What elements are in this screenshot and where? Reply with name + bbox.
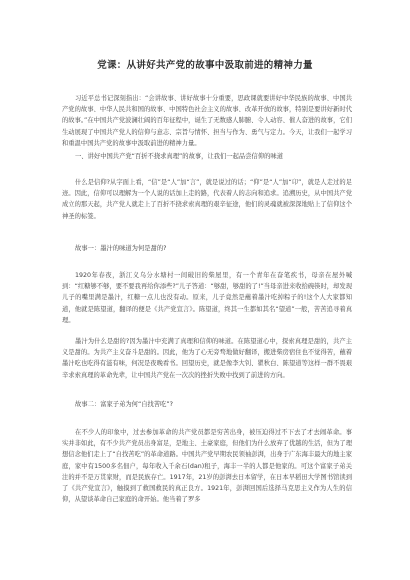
section-heading-1: 一、讲好中国共产党“百折不挠求真理”的故事，让我们一起品尝信仰的味道 [75,153,284,160]
section-paragraph-1: 什么是信仰?从字面上看，“信”是“人”加“言”，就是说过的话；“仰”是“人”加“卬”，就是人走过的足迹。因此，信仰可以理解为一个人说的话加上走的路，代表着人的志向和追求。追溯历史，从中国共产党成立的那天起，共产党人就走上了百折不挠求索真理的艰辛征途，他们的灵魂就被深深地贴上了信仰这个神圣的标签。 [62,179,352,220]
document-title: 党课：从讲好共产党的故事中汲取前进的精神力量 [97,60,313,71]
story-reflection-paragraph: 墨汁为什么是甜的?因为墨汁中充满了真理和信仰的味道。在陈望道心中，探索真理是甜的，共产主义是甜的。为共产主义奋斗是甜的。因此，他为了心无旁骛地做好翻译，搬进柴房宿住也不觉得苦，蘸着墨汁吃也吃得有滋有味，何况是夜晚看书。回望历史，就是像李大钊、瞿秋白、陈望道等这样一群不畏艰辛求索真理的革命先辈，让中国共产党在一次次的挫折失败中找到了前进的方向。 [62,338,352,379]
story-heading-1: 故事一：墨汁的味道为何是甜的? [75,245,167,252]
story-paragraph-1: 1920年春夜，浙江义乌分水塘村一间破旧的柴屋里，有一个青年在奋笔疾书，母亲在屋外喊到：“红糖够不够，要不要我再给你添些?”儿子答道：“够甜，够甜的了!”当母亲进来收拾碗筷时，却发现儿子的嘴里满是墨汁，红糖一点儿也没有动。原来，儿子竟然是蘸着墨汁吃掉粽子的!这个人大家都知道，他就是陈望道，翻译的便是《共产党宣言》。陈望道，终其一生都如其名“望道”一般，苦苦追寻着真理。 [62,272,352,324]
intro-paragraph: 习近平总书记深刻指出：“会讲故事、讲好故事十分重要，思政课就要讲好中华民族的故事、中国共产党的故事、中华人民共和国的故事、中国特色社会主义的故事、改革开放的故事，特别是要讲好新时代的故事。”在中国共产党波澜壮阔的百年征程中，诞生了无数感人肺腑、令人动容、催人奋进的故事，它们生动展现了中国共产党人的信仰与意志、宗旨与情怀、担当与作为、勇气与定力。今天，让我们一起学习和重温中国共产党的故事中汲取前进的精神力量。 [62,95,352,147]
story-paragraph-2: 在不少人的印象中，过去参加革命的共产党员都是穷苦出身，被压迫得过不下去了才去闹革命。事实并非如此，有不少共产党员出身富足，是地主、土豪家庭，但他们为什么放弃了优越的生活，但为了理想信念他们走上了“自找苦吃”的革命道路。中国共产党早期农民领袖彭湃，出身于广东海丰最大的地主家庭，家中有1500多名佃户，每年收入千余石(dan)租子，海丰一半的人都是他家的。可这个富家子弟关注的并不是万贯家财，而是民族存亡。1917年，21岁的彭湃去日本留学，在日本早稻田大学图书馆读到了《共产党宣言》，触摸到了救国救民的真正良方。1921年，彭湃回国后选择马克思主义作为人生的信仰，从望谈革命自己家庭的命开始。他当着了罗多 [62,429,352,504]
story-heading-2: 故事二：富家子弟为何“自找苦吃”? [75,401,174,408]
